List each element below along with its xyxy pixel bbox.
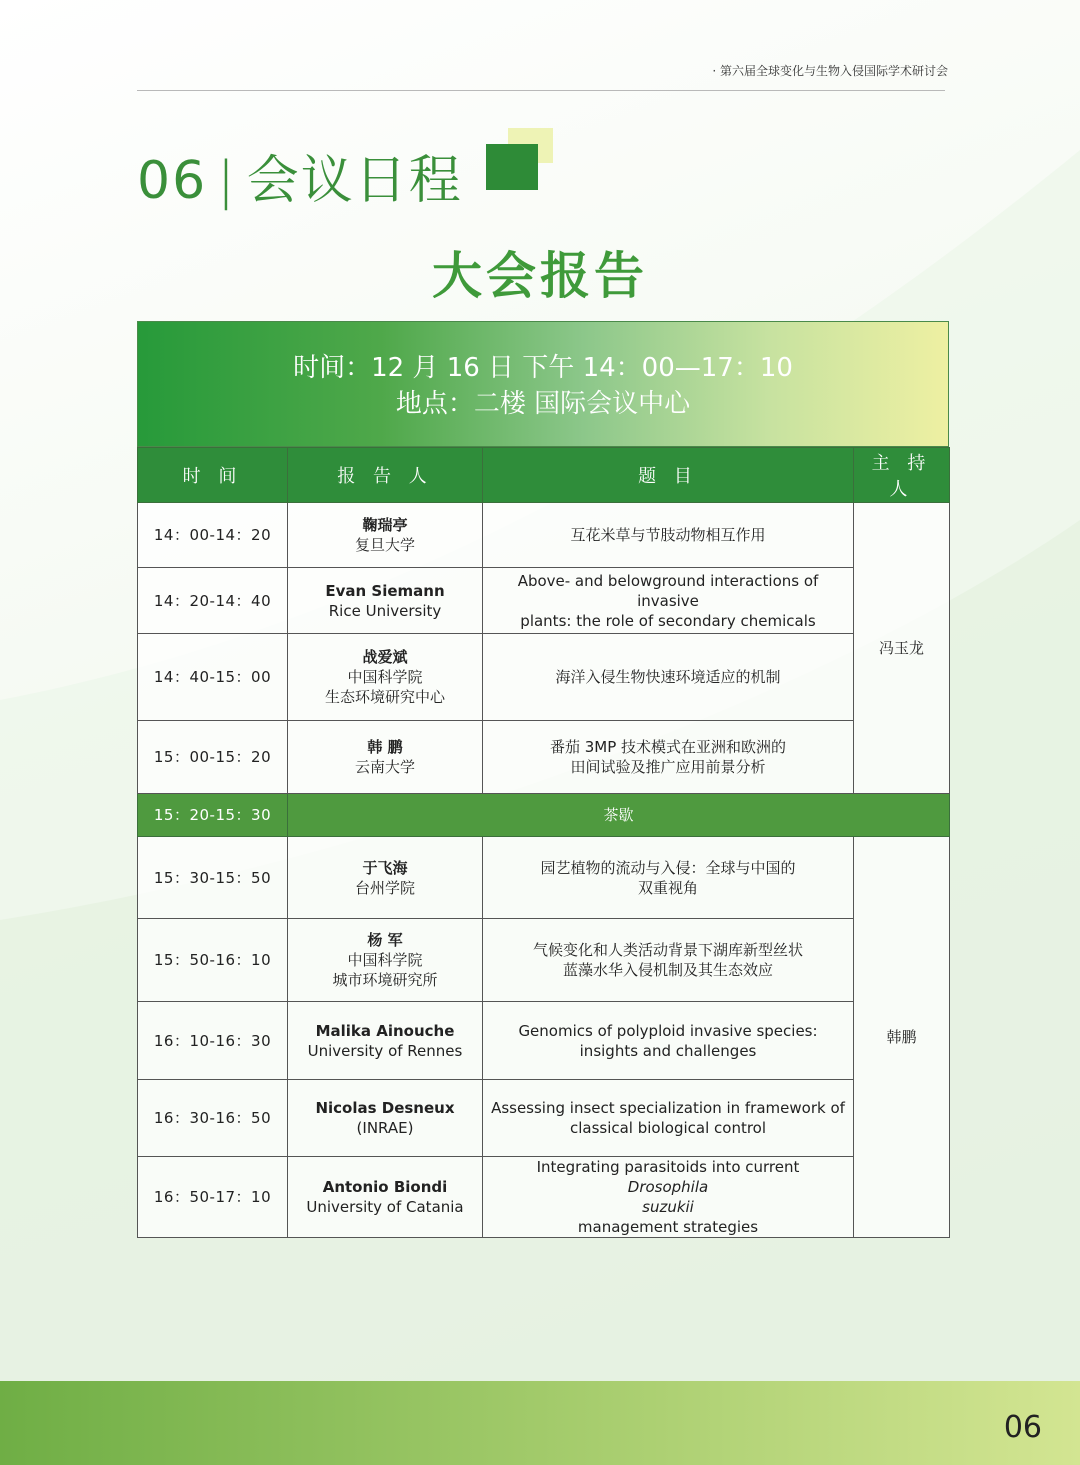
row-topic [483,1157,854,1238]
row-time: 14：00-14：20 [138,503,288,568]
row-topic [483,1080,854,1157]
row-time: 15：00-15：20 [138,721,288,794]
topic-line: Genomics of polyploid invasive species: [518,1021,818,1040]
speaker-affiliation: 云南大学 [354,758,415,776]
row-topic [483,721,854,794]
table-row [138,919,950,1002]
table-row [138,634,950,721]
topic-text: Integrating parasitoids into current [536,1158,800,1176]
topic-line: Above- and belowground interactions of invasive [517,571,819,610]
row-topic [483,1002,854,1080]
section-separator: | [217,151,237,211]
tea-break-row [138,794,950,837]
moderator-cell: 冯玉龙 [854,503,950,794]
topic-line: plants: the role of secondary chemicals [520,611,816,630]
row-time: 14：40-15：00 [138,634,288,721]
header-topic: 题 目 [483,448,854,503]
table-row [138,1157,950,1238]
row-speaker [288,837,483,919]
row-speaker [288,634,483,721]
topic-line: 蓝藻水华入侵机制及其生态效应 [562,961,773,979]
banner-place: 地点：二楼 国际会议中心 [395,389,691,419]
topic-line: 田间试验及推广应用前景分析 [570,758,766,776]
speaker-name: Antonio Biondi [322,1178,448,1196]
section-title [137,138,463,213]
speaker-affiliation: 复旦大学 [354,536,415,554]
topic-line: 气候变化和人类活动背景下湖库新型丝状 [532,941,803,959]
table-row [138,837,950,919]
row-speaker [288,721,483,794]
speaker-name: 于飞海 [362,858,408,877]
topic-line: 互花米草与节肢动物相互作用 [570,526,766,544]
topic-line: 双重视角 [637,878,698,897]
speaker-name: 韩 鹏 [367,738,403,756]
section-number: 06 [137,151,208,211]
break-label: 茶歇 [288,794,950,837]
moderator-cell: 韩鹏 [854,837,950,1238]
conference-name: · 第六届全球变化与生物入侵国际学术研讨会 [712,64,948,78]
row-topic [483,919,854,1002]
speaker-affiliation: 中国科学院 [347,668,423,686]
row-speaker [288,1157,483,1238]
row-speaker [288,1002,483,1080]
row-topic [483,837,854,919]
row-speaker [288,503,483,568]
row-topic [483,634,854,721]
row-speaker [288,568,483,634]
row-speaker [288,919,483,1002]
topic-line [485,1157,851,1197]
row-time: 15：50-16：10 [138,919,288,1002]
session-banner [137,321,949,447]
header-time: 时 间 [138,448,288,503]
page-number: 06 [1003,1410,1042,1445]
speaker-affiliation: 生态环境研究中心 [324,688,445,706]
speaker-affiliation: 城市环境研究所 [332,971,438,989]
row-time: 16：30-16：50 [138,1080,288,1157]
speaker-name: Evan Siemann [325,581,445,600]
speaker-affiliation: University of Rennes [307,1041,463,1060]
row-time: 16：10-16：30 [138,1002,288,1080]
speaker-name: 杨 军 [367,931,403,949]
break-time: 15：20-15：30 [138,794,288,837]
row-time: 14：20-14：40 [138,568,288,634]
table-header-row [138,448,950,503]
main-heading: 大会报告 [432,247,648,305]
schedule-table [137,447,950,1238]
topic-italic: suzukii [642,1198,694,1216]
topic-line: classical biological control [569,1119,767,1137]
topic-line: insights and challenges [579,1041,757,1060]
topic-line: 番茄 3MP 技术模式在亚洲和欧洲的 [549,738,787,756]
header-speaker: 报 告 人 [288,448,483,503]
table-row [138,1080,950,1157]
row-topic [483,568,854,634]
table-row [138,503,950,568]
row-topic [483,503,854,568]
speaker-affiliation: 台州学院 [354,878,415,897]
topic-line: 海洋入侵生物快速环境适应的机制 [555,668,781,686]
topic-line: Assessing insect specialization in framework of [491,1099,845,1117]
speaker-affiliation: (INRAE) [356,1119,414,1137]
table-row [138,1002,950,1080]
topic-text: management strategies [577,1218,759,1236]
speaker-affiliation: University of Catania [306,1198,464,1216]
speaker-name: 鞠瑞亭 [362,516,408,534]
table-row [138,568,950,634]
table-row [138,721,950,794]
speaker-name: 战爱斌 [362,648,408,666]
footer-band [0,1381,1080,1465]
section-title-text: 会议日程 [246,151,463,211]
decorative-square-dark [486,144,538,190]
topic-line [485,1197,851,1237]
speaker-name: Malika Ainouche [315,1021,455,1040]
row-speaker [288,1080,483,1157]
topic-line: 园艺植物的流动与入侵：全球与中国的 [540,858,796,877]
speaker-affiliation: 中国科学院 [347,951,423,969]
header-divider [137,90,945,91]
banner-time: 时间：12 月 16 日 下午 14：00—17：10 [293,353,793,383]
header-moderator: 主 持 人 [854,448,950,503]
row-time: 15：30-15：50 [138,837,288,919]
topic-italic: Drosophila [627,1178,709,1196]
row-time: 16：50-17：10 [138,1157,288,1238]
speaker-affiliation: Rice University [328,601,442,620]
speaker-name: Nicolas Desneux [315,1099,455,1117]
